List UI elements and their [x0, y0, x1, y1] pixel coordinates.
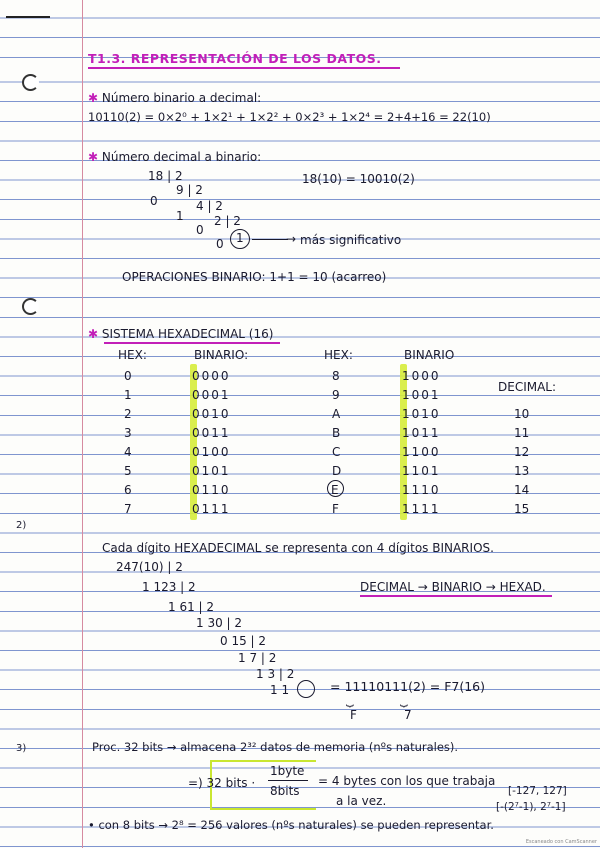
corner-dash	[6, 16, 50, 18]
division-step-2: 9 | 2	[176, 183, 203, 197]
conversion-line: 247(10) | 2	[116, 560, 183, 574]
margin-note: 2)	[16, 520, 27, 531]
conversion-line: 0 15 | 2	[220, 634, 267, 648]
dec-to-bin-heading	[88, 150, 261, 164]
hex-cell: 8	[332, 369, 340, 383]
bin-to-dec-heading	[88, 91, 261, 105]
col-header-hex: HEX:	[118, 348, 147, 362]
bin-cell: 0101	[192, 464, 231, 478]
arrow-head-icon: →	[286, 232, 297, 246]
range-2: [-(2⁷-1), 2⁷-1]	[496, 801, 566, 813]
msb-note: más significativo	[300, 233, 402, 247]
nibble-f: F	[350, 708, 357, 722]
heading-text: Número binario a decimal:	[101, 91, 262, 105]
dec-to-bin-result: 18(10) = 10010(2)	[302, 172, 415, 186]
dec-cell: 15	[514, 502, 530, 516]
bin-cell: 0110	[192, 483, 231, 497]
binary-operations: OPERACIONES BINARIO: 1+1 = 10 (acarreo)	[122, 270, 387, 284]
dec-cell: 13	[514, 464, 530, 478]
conversion-line: 1 7 | 2	[238, 651, 277, 665]
col-header-dec: DECIMAL:	[498, 380, 557, 394]
hex-cell: 2	[124, 407, 132, 421]
proc32-line: Proc. 32 bits → almacena 2³² datos de memoria (nºs naturales).	[92, 740, 459, 754]
hex-cell: 9	[332, 388, 340, 402]
page-title: T1.3. REPRESENTACIÓN DE LOS DATOS.	[88, 51, 382, 66]
hex-cell: 3	[124, 426, 132, 440]
remainder-4: 0	[216, 237, 224, 251]
col-header-bin2: BINARIO	[404, 348, 455, 362]
hex-cell: 7	[124, 502, 132, 516]
remainder-3: 0	[196, 223, 204, 237]
hex-cell: F	[332, 502, 339, 516]
brace-left-icon: ⏟	[346, 693, 354, 708]
bin-cell: 1110	[402, 483, 441, 497]
bin-cell: 0011	[192, 426, 231, 440]
last-quotient: 1	[236, 231, 244, 245]
frac-numerator: 1byte	[270, 764, 305, 778]
hex-cell: B	[332, 426, 341, 440]
division-step-4: 2 | 2	[214, 214, 241, 228]
conversion-line: 1 123 | 2	[142, 580, 196, 594]
bin-cell: 0010	[192, 407, 231, 421]
division-step-3: 4 | 2	[196, 199, 223, 213]
hex-cell: 5	[124, 464, 132, 478]
range-1: [-127, 127]	[508, 785, 567, 797]
bin-cell: 1101	[402, 464, 441, 478]
margin-note: 3)	[16, 743, 27, 754]
binder-hole-icon	[22, 74, 39, 91]
heading-text: SISTEMA HEXADECIMAL (16)	[101, 327, 274, 341]
title-underline	[88, 67, 400, 69]
bin-cell: 1010	[402, 407, 441, 421]
brace-right-icon: ⏟	[400, 693, 408, 708]
bin-to-dec-expression: 10110(2) = 0×2⁰ + 1×2¹ + 1×2² + 0×2³ + 1×2⁴ = 2+4+16 = 22(10)	[88, 110, 491, 124]
conversion-line: 1 1	[270, 683, 290, 697]
division-step-1: 18 | 2	[148, 169, 183, 183]
bin-cell: 1111	[402, 502, 441, 516]
final-quotient-circle	[297, 680, 315, 698]
bin-cell: 0000	[192, 369, 231, 383]
hex-cell: C	[332, 445, 341, 459]
bin-cell: 1011	[402, 426, 441, 440]
fraction-bar	[268, 780, 308, 781]
conversion-line: 1 3 | 2	[256, 667, 295, 681]
hex-cell: E	[331, 483, 339, 497]
bin-cell: 0100	[192, 445, 231, 459]
col-header-bin: BINARIO:	[194, 348, 249, 362]
binder-hole-icon	[22, 298, 39, 315]
bin-cell: 1000	[402, 369, 441, 383]
hex-cell: 0	[124, 369, 132, 383]
hex-cell: 1	[124, 388, 132, 402]
hex-heading-underline	[104, 342, 280, 344]
remainder-2: 1	[176, 209, 184, 223]
asterisk-icon: ✱	[88, 327, 99, 341]
hex-cell: 4	[124, 445, 132, 459]
calc-result: = 4 bytes con los que trabaja	[318, 774, 496, 788]
dec-cell: 11	[514, 426, 530, 440]
col-header-hex2: HEX:	[324, 348, 353, 362]
nibble-7: 7	[404, 708, 412, 722]
hex-rule: Cada dígito HEXADECIMAL se representa con 4 dígitos BINARIOS.	[102, 541, 494, 555]
dec-cell: 12	[514, 445, 530, 459]
remainder-1: 0	[150, 194, 158, 208]
bin-cell: 1001	[402, 388, 441, 402]
bin-cell: 0001	[192, 388, 231, 402]
conversion-result: = 11110111(2) = F7(16)	[330, 679, 485, 694]
bin-cell: 0111	[192, 502, 231, 516]
arrow-line	[252, 239, 288, 240]
flow-underline	[360, 595, 552, 597]
heading-text: Número decimal a binario:	[101, 150, 262, 164]
conversion-line: 1 61 | 2	[168, 600, 215, 614]
calc-bits: =) 32 bits ·	[188, 776, 256, 790]
bin-cell: 1100	[402, 445, 441, 459]
margin-line	[82, 0, 83, 848]
eight-bits-line: • con 8 bits → 2⁸ = 256 valores (nºs naturales) se pueden representar.	[88, 818, 494, 832]
asterisk-icon: ✱	[88, 150, 99, 164]
frac-denominator: 8bits	[270, 784, 300, 798]
asterisk-icon: ✱	[88, 91, 99, 105]
dec-cell: 10	[514, 407, 530, 421]
dec-cell: 14	[514, 483, 530, 497]
scanner-watermark: Escaneado con CamScanner	[525, 839, 597, 845]
conversion-flow: DECIMAL → BINARIO → HEXAD.	[360, 580, 546, 594]
hex-cell: 6	[124, 483, 132, 497]
calc-result-2: a la vez.	[336, 794, 387, 808]
hex-cell: D	[332, 464, 342, 478]
hex-cell: A	[332, 407, 341, 421]
hex-section-heading	[88, 327, 273, 341]
conversion-line: 1 30 | 2	[196, 616, 243, 630]
